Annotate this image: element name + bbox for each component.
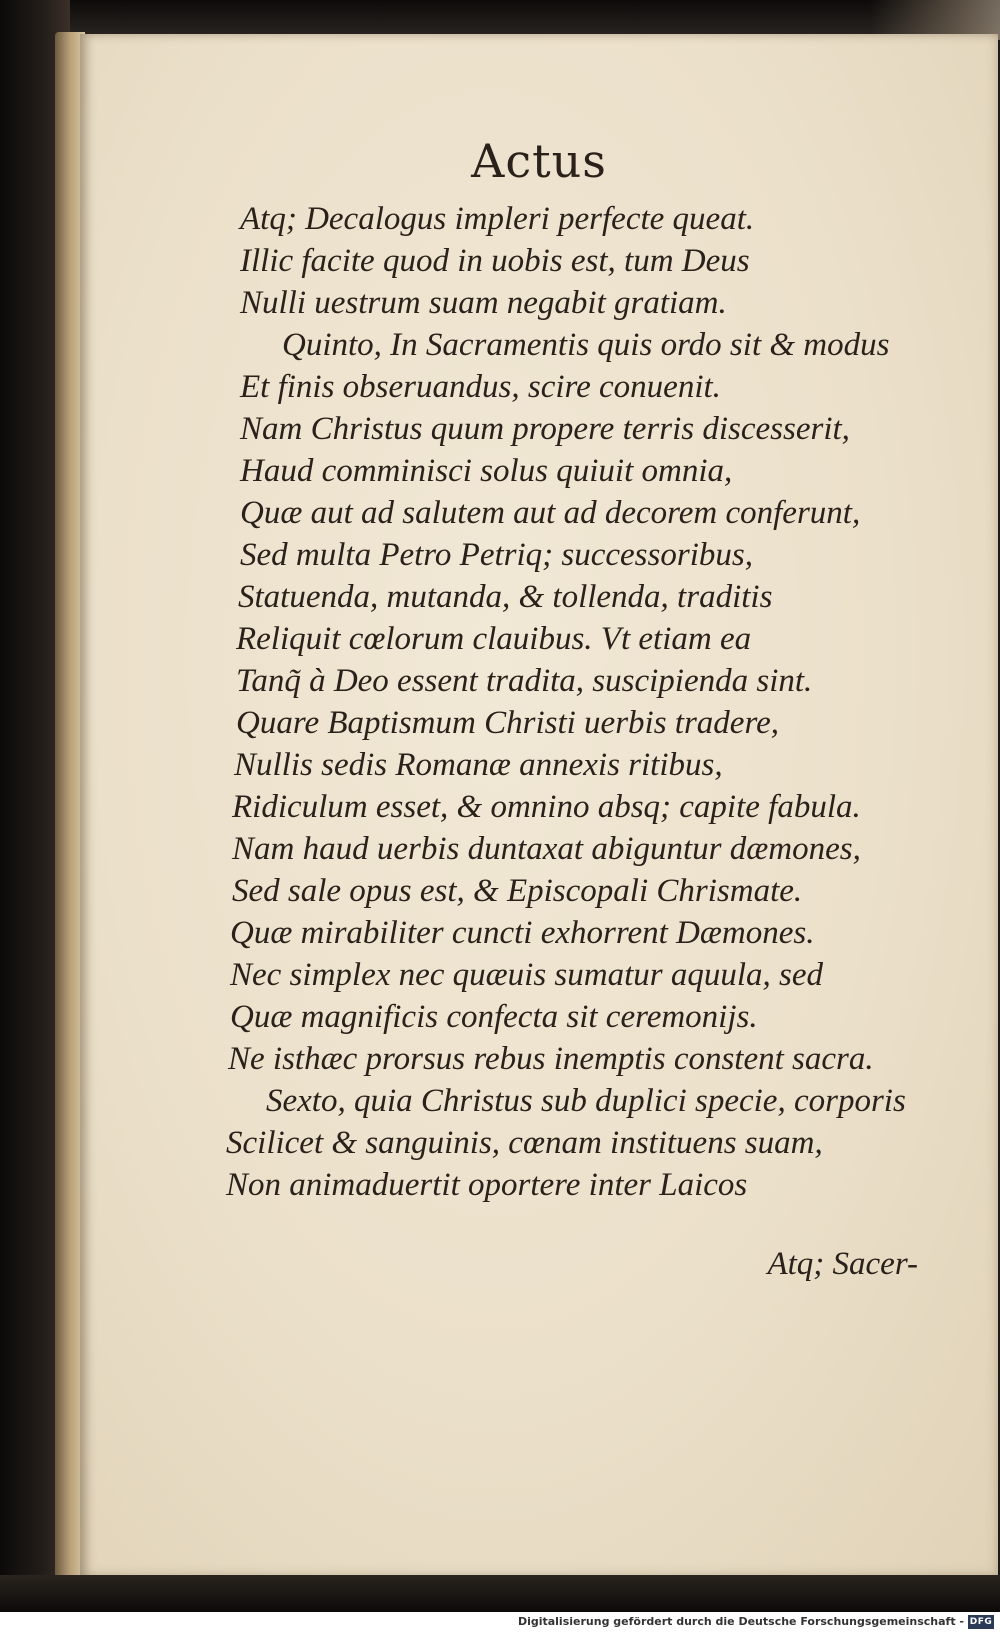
text-line: Quæ magnificis confecta sit ceremonijs. <box>230 999 758 1035</box>
text-line: Atq; Decalogus impleri perfecte queat. <box>240 201 755 237</box>
text-line: Nam Christus quum propere terris discesserit, <box>240 411 850 447</box>
text-line: Et finis obseruandus, scire conuenit. <box>240 369 721 405</box>
text-line: Statuenda, mutanda, & tollenda, traditis <box>238 579 773 615</box>
text-line: Sed sale opus est, & Episcopali Chrismate. <box>232 873 803 909</box>
text-line: Non animaduertit oportere inter Laicos <box>226 1167 748 1203</box>
scan-bottom-shadow <box>0 1575 1000 1612</box>
running-head <box>80 134 998 188</box>
text-line: Nullis sedis Romanæ annexis ritibus, <box>234 747 723 783</box>
text-line: Nulli uestrum suam negabit gratiam. <box>240 285 727 321</box>
text-line: Reliquit cœlorum clauibus. Vt etiam ea <box>236 621 752 657</box>
text-line: Quinto, In Sacramentis quis ordo sit & modus <box>282 327 890 363</box>
text-line: Ridiculum esset, & omnino absq; capite fabula. <box>232 789 861 825</box>
text-line: Quæ mirabiliter cuncti exhorrent Dæmones. <box>230 915 815 951</box>
page-heading: Actus <box>471 134 607 188</box>
dfg-logo-icon: DFG <box>969 1617 993 1627</box>
text-line: Quæ aut ad salutem aut ad decorem conferunt, <box>240 495 861 531</box>
catchword: Atq; Sacer- <box>767 1246 918 1282</box>
book-page <box>80 34 998 1582</box>
text-line: Sed multa Petro Petriq; successoribus, <box>240 537 753 573</box>
scan-top-shadow <box>0 0 1000 38</box>
text-line: Tanq̃ à Deo essent tradita, suscipienda sint. <box>236 663 813 699</box>
text-line: Sexto, quia Christus sub duplici specie, corporis <box>266 1083 906 1119</box>
text-line: Nec simplex nec quæuis sumatur aquula, sed <box>230 957 824 993</box>
text-line: Haud comminisci solus quiuit omnia, <box>240 453 733 489</box>
footer-bar <box>0 1612 1000 1633</box>
footer-credit: Digitalisierung gefördert durch die Deutsche Forschungsgemeinschaft - <box>517 1615 964 1628</box>
text-line: Ne isthæc prorsus rebus inemptis constent sacra. <box>228 1041 874 1077</box>
text-line: Illic facite quod in uobis est, tum Deus <box>240 243 750 279</box>
text-line: Nam haud uerbis duntaxat abiguntur dæmones, <box>232 831 861 867</box>
text-line: Scilicet & sanguinis, cœnam instituens suam, <box>226 1125 823 1161</box>
text-line: Quare Baptismum Christi uerbis tradere, <box>236 705 779 741</box>
